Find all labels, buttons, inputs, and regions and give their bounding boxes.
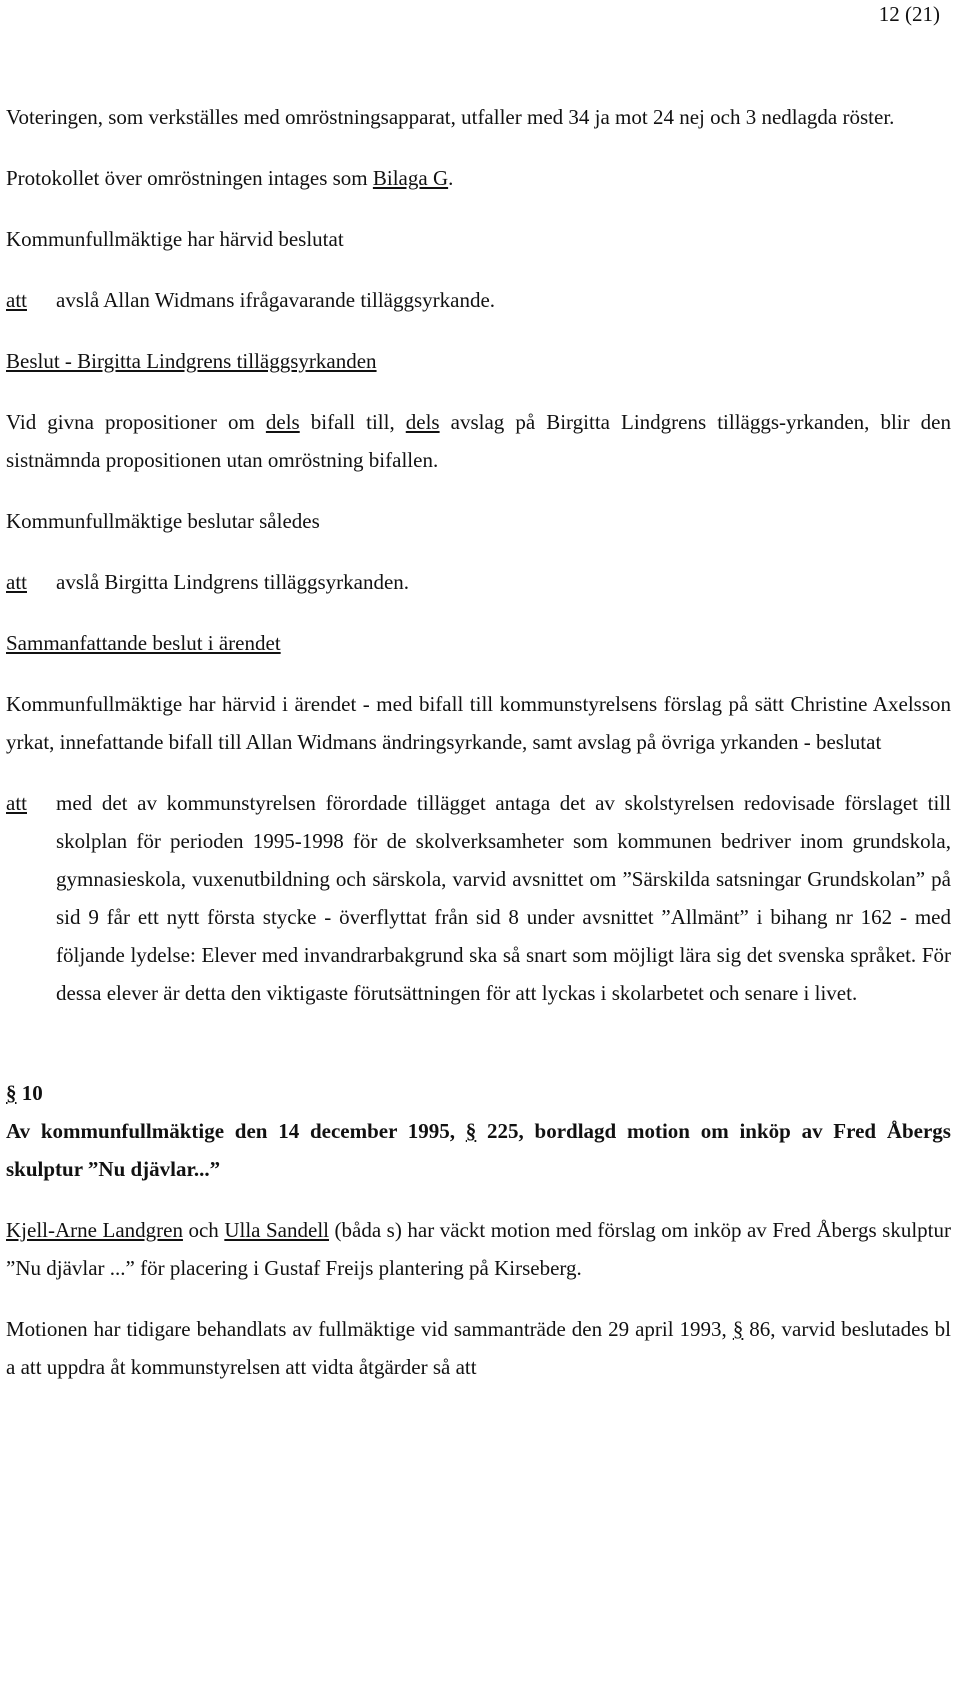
motion-mid: och [182, 1218, 225, 1242]
prop-text-b: bifall till, [299, 410, 406, 434]
att-clause-1 [6, 281, 951, 319]
dels-2: dels [405, 410, 440, 434]
att-label: att [6, 791, 27, 815]
section-title-a: Av kommunfullmäktige den 14 december 1995, [6, 1119, 466, 1143]
protocol-end: . [448, 166, 454, 190]
document-body [6, 98, 951, 1386]
history-paragraph [6, 1310, 951, 1386]
att-clause-3 [6, 784, 951, 1012]
decision-intro-2: Kommunfullmäktige beslutar således [6, 509, 320, 533]
att-clause-1-text: avslå Allan Widmans ifrågavarande tilläggsyrkande. [56, 288, 496, 312]
protocol-text: Protokollet över omröstningen intages som [6, 166, 373, 190]
section-title-b: 225, bordlagd motion om inköp av Fred Åbergs skulptur ”Nu djävlar...” [6, 1119, 951, 1181]
dels-1: dels [265, 410, 300, 434]
section-sign: § [6, 1081, 17, 1105]
section-number: 10 [21, 1081, 43, 1105]
att-clause-2 [6, 563, 951, 601]
history-b: 86, varvid beslutades bl a att uppdra åt kommunstyrelsen att vidta åtgärder så att [6, 1317, 951, 1379]
section-heading [6, 1074, 951, 1112]
vote-result-paragraph: Voteringen, som verkställes med omröstningsapparat, utfaller med 34 ja mot 24 nej och 3 nedlagda röster. [6, 105, 895, 129]
summary-paragraph: Kommunfullmäktige har härvid i ärendet - med bifall till kommunstyrelsens förslag på sätt Christine Axelsson yrkat, innefattande bifall till Allan Widmans ändringsyrkande, samt avslag på övriga yrkanden - beslutat [6, 692, 951, 754]
author-landgren: Kjell-Arne Landgren [6, 1218, 183, 1242]
att-label: att [6, 288, 27, 312]
decision-intro-1: Kommunfullmäktige har härvid beslutat [6, 227, 344, 251]
heading-lindgren: Beslut - Birgitta Lindgrens tilläggsyrkanden [6, 349, 377, 373]
prop-text-a: Vid givna propositioner om [6, 410, 266, 434]
prop-text-c: avslag på Birgitta Lindgrens tilläggs-yrkanden, blir den sistnämnda propositionen utan omröstning bifallen. [6, 410, 951, 472]
page-number: 12 (21) [878, 2, 940, 26]
bilaga-g-link[interactable]: Bilaga G [372, 166, 449, 190]
att-clause-3-text: med det av kommunstyrelsen förordade tillägget antaga det av skolstyrelsen redovisade förslaget till skolplan för perioden 1995-1998 för de skolverksamheter som kommunen bedriver inom grundskola, gymnasieskola, vuxenutbildning och särskola, varvid avsnittet om ”Särskilda satsningar Grundskolan” på sid 9 får ett nytt första stycke - överflyttat från sid 8 under avsnittet ”Allmänt” i bihang nr 162 - med följande lydelse: Elever med invandrarbakgrund ska så snart som möjligt lära sig det svenska språket. För dessa elever är detta den viktigaste förutsättningen för att lyckas i skolarbetet och senare i livet. [56, 791, 951, 1005]
heading-summary: Sammanfattande beslut i ärendet [6, 631, 281, 655]
protocol-paragraph [6, 159, 951, 197]
motion-paragraph [6, 1211, 951, 1287]
motion-rest: (båda s) har väckt motion med förslag om inköp av Fred Åbergs skulptur ”Nu djävlar ...” för placering i Gustaf Freijs plantering på Kirseberg. [6, 1218, 951, 1280]
author-sandell: Ulla Sandell [224, 1218, 329, 1242]
section-sign-history: § [732, 1317, 744, 1341]
section-title [6, 1112, 951, 1188]
att-label: att [6, 570, 27, 594]
proposition-paragraph [6, 403, 951, 479]
att-clause-2-text: avslå Birgitta Lindgrens tilläggsyrkanden. [56, 570, 410, 594]
history-a: Motionen har tidigare behandlats av fullmäktige vid sammanträde den 29 april 1993, [6, 1317, 733, 1341]
section-sign-inline: § [465, 1119, 477, 1143]
